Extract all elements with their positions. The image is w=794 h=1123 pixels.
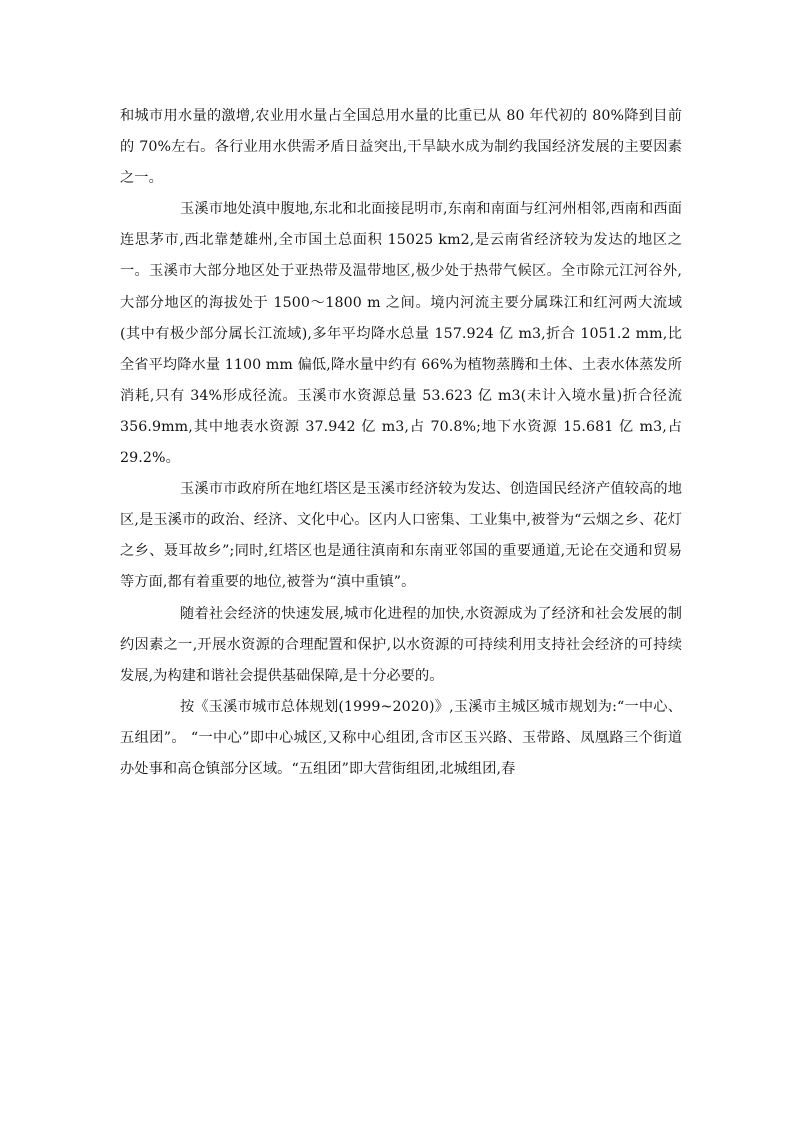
paragraph-hongta-district: 玉溪市市政府所在地红塔区是玉溪市经济较为发达、创造国民经济产值较高的地区,是玉溪市的政治、经济、文化中心。区内人口密集、工业集中,被誉为“云烟之乡、花灯之乡、聂耳故乡”;同时,红塔区也是通往滇南和东南亚邻国的重要通道,无论在交通和贸易等方面,都有着重要的地位,被誉为“滇中重镇”。	[120, 481, 682, 591]
paragraph-yuxi-geography: 玉溪市地处滇中腹地,东北和北面接昆明市,东南和南面与红河州相邻,西南和西面连思茅市,西北靠楚雄州,全市国土总面积 15025 km2,是云南省经济较为发达的地区之一。玉溪市大部分地区处于亚热带及温带地区,极少处于热带气候区。全市除元江河谷外,大部分地区的海拔处于 1500～1800 m 之间。境内河流主要分属珠江和红河两大流域(其中有极少部分属长江流域),多年平均降水总量 157.924 亿 m3,折合 1051.2 mm,比全省平均降水量 1100 mm 偏低,降水量中约有 66%为植物蒸腾和土体、土表水体蒸发所消耗,只有 34%形成径流。玉溪市水资源总量 53.623 亿 m3(未计入境水量)折合径流 356.9mm,其中地表水资源 37.942 亿 m3,占 70.8%;地下水资源 15.681 亿 m3,占 29.2%。	[120, 201, 682, 467]
document-page	[120, 101, 682, 785]
paragraph-development-constraints: 随着社会经济的快速发展,城市化进程的加快,水资源成为了经济和社会发展的制约因素之一,开展水资源的合理配置和保护,以水资源的可持续利用支持社会经济的可持续发展,为构建和谐社会提供基础保障,是十分必要的。	[120, 605, 682, 684]
paragraph-water-usage: 和城市用水量的激增,农业用水量占全国总用水量的比重已从 80 年代初的 80%降到目前的 70%左右。各行业用水供需矛盾日益突出,干旱缺水成为制约我国经济发展的主要因素之一。	[120, 108, 682, 187]
paragraph-city-plan: 按《玉溪市城市总体规划(1999~2020)》,玉溪市主城区城市规划为:“一中心、五组团”。 “一中心”即中心城区,又称中心组团,含市区玉兴路、玉带路、凤凰路三个街道办处事和高仓镇部分区域。“五组团”即大营街组团,北城组团,春	[120, 698, 682, 777]
